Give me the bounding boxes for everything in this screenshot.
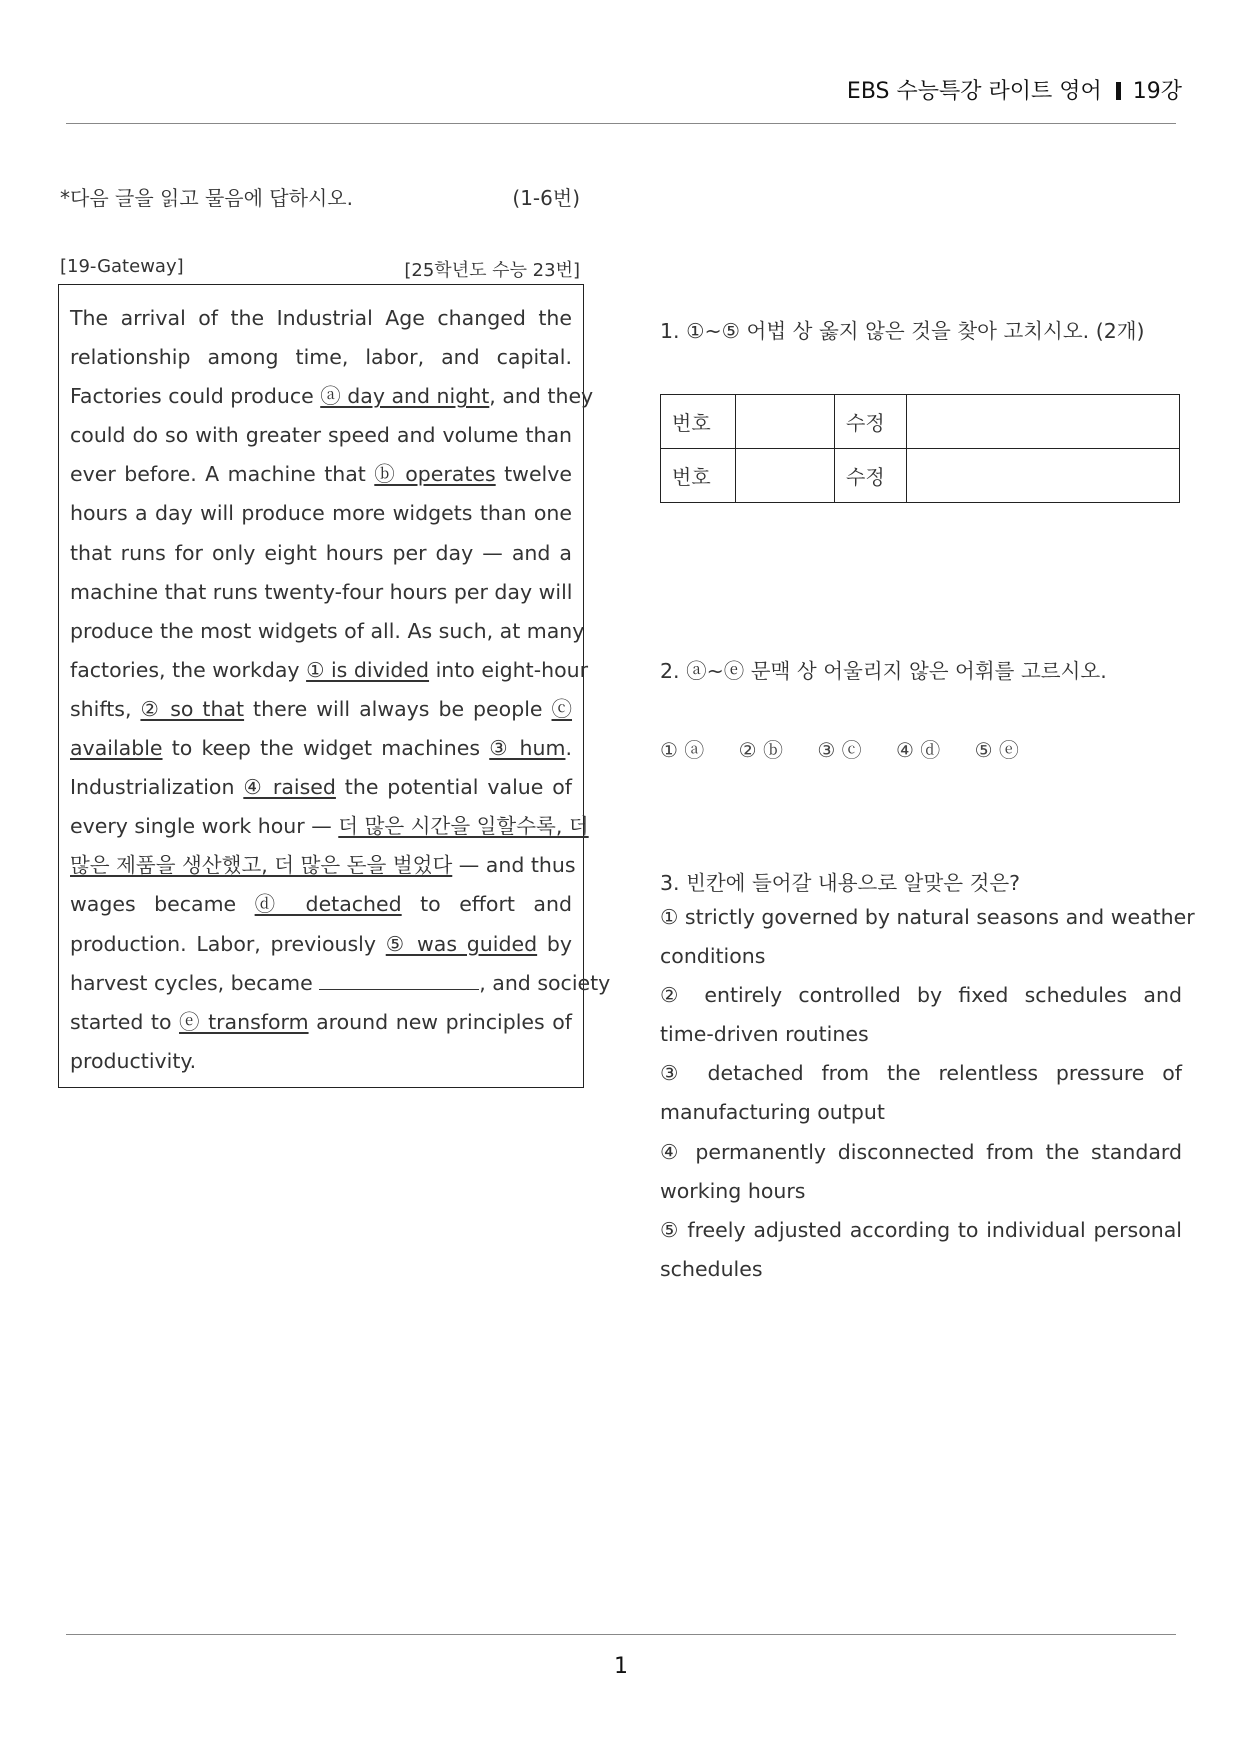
answer-blank (319, 971, 479, 990)
passage-line (70, 729, 572, 768)
option-2[interactable]: ② entirely controlled by fixed schedules and (660, 983, 1182, 1008)
option-3[interactable]: ③ detached from the relentless pressure of (660, 1061, 1182, 1086)
option-5-cont[interactable]: schedules (660, 1256, 763, 1281)
passage-text: every single work hour — (70, 814, 339, 839)
number-label: 번호 (661, 395, 736, 449)
passage-text: harvest cycles, became (70, 970, 320, 995)
fix-cell[interactable] (907, 449, 1180, 503)
passage-line: hours a day will produce more widgets than one (70, 501, 572, 526)
option-4-cont[interactable]: working hours (660, 1178, 806, 1203)
source-label: [19-Gateway] (60, 256, 184, 277)
passage-text: Factories could produce (70, 384, 321, 409)
footer-rule (66, 1634, 1176, 1635)
underlined-korean: 더 많은 시간을 일할수록, 더 (338, 814, 589, 839)
option-4[interactable]: ④ ⓓ (895, 738, 941, 762)
passage-text: started to (70, 1009, 180, 1034)
passage-line (70, 690, 572, 729)
passage-line (70, 455, 572, 494)
passage-line (70, 377, 594, 416)
number-cell[interactable] (736, 395, 835, 449)
instruction-text: *다음 글을 읽고 물음에 답하시오. (60, 186, 353, 210)
underlined-item: ④ raised (243, 775, 336, 800)
underlined-item: ⑤ was guided (385, 931, 538, 956)
passage-text: , and they (489, 384, 594, 409)
passage-text: the potential value of (335, 775, 573, 800)
table-row (661, 395, 1180, 449)
number-cell[interactable] (736, 449, 835, 503)
question-2: 2. ⓐ~ⓔ 문맥 상 어울리지 않은 어휘를 고르시오. (660, 659, 1107, 683)
underlined-item: ② so that (140, 696, 245, 721)
lesson-number: 19강 (1132, 79, 1182, 104)
passage-line: could do so with greater speed and volume than (70, 423, 572, 448)
passage-line (70, 964, 611, 1003)
passage-text: to effort and (401, 892, 572, 917)
option-5[interactable]: ⑤ freely adjusted according to individual personal (660, 1217, 1182, 1242)
exam-reference: [25학년도 수능 23번] (404, 260, 580, 281)
passage-line: productivity. (70, 1048, 197, 1073)
passage-line: The arrival of the Industrial Age changed the (70, 306, 572, 330)
passage-text: by (537, 931, 572, 956)
passage-text: ever before. A machine that (70, 462, 375, 487)
passage-line: machine that runs twenty-four hours per day will (70, 579, 573, 604)
underlined-item: ① is divided (306, 657, 430, 682)
underlined-item: ⓓ detached (254, 892, 402, 917)
option-2[interactable]: ② ⓑ (738, 738, 783, 762)
underlined-item: ⓒ (551, 696, 573, 721)
source-line (60, 256, 580, 281)
page-number: 1 (614, 1654, 628, 1679)
option-1-cont[interactable]: conditions (660, 944, 766, 969)
page-header (847, 74, 1182, 105)
option-1[interactable]: ① strictly governed by natural seasons and weather (660, 905, 1195, 929)
answer-table (660, 394, 1180, 503)
passage-line (70, 885, 572, 924)
passage-text: Industrialization (70, 775, 244, 800)
underlined-item: ⓑ operates (374, 462, 496, 487)
question-3-options (660, 898, 1195, 1289)
passage-line: that runs for only eight hours per day — and a (70, 540, 572, 565)
header-rule (66, 123, 1176, 124)
passage-text: , and society (479, 970, 611, 995)
passage-text: wages became (70, 892, 255, 917)
passage-line (70, 651, 589, 690)
passage-box (58, 284, 611, 1088)
question-3: 3. 빈칸에 들어갈 내용으로 알맞은 것은? (660, 871, 1021, 895)
underlined-item: ⓔ transform (179, 1009, 309, 1034)
passage-text: . (565, 736, 572, 761)
question-2-options (660, 734, 1047, 763)
number-label: 번호 (661, 449, 736, 503)
option-2-cont[interactable]: time-driven routines (660, 1022, 869, 1047)
passage-text: factories, the workday (70, 657, 307, 682)
option-3-cont[interactable]: manufacturing output (660, 1100, 885, 1125)
underlined-item: available (70, 736, 163, 761)
fix-cell[interactable] (907, 395, 1180, 449)
underlined-korean: 많은 제품을 생산했고, 더 많은 돈을 벌었다 (70, 853, 453, 878)
option-4[interactable]: ④ permanently disconnected from the standard (660, 1139, 1182, 1164)
passage-text: to keep the widget machines (162, 736, 490, 761)
option-3[interactable]: ③ ⓒ (817, 738, 862, 762)
passage-text: — and thus (452, 853, 576, 878)
option-5[interactable]: ⑤ ⓔ (974, 738, 1019, 762)
passage-line (70, 925, 572, 964)
option-1[interactable]: ① ⓐ (660, 738, 705, 762)
passage-line (70, 768, 572, 807)
table-row (661, 449, 1180, 503)
underlined-item: ⓐ day and night (320, 384, 490, 409)
passage-text: into eight-hour (429, 657, 589, 682)
instruction (60, 182, 580, 211)
question-1: 1. ①~⑤ 어법 상 옳지 않은 것을 찾아 고치시오. (2개) (660, 319, 1145, 343)
question-range: (1-6번) (512, 186, 580, 210)
book-title: EBS 수능특강 라이트 영어 (846, 79, 1102, 104)
passage-text: there will always be people (244, 696, 552, 721)
fix-label: 수정 (835, 395, 907, 449)
passage-line (70, 1003, 572, 1042)
passage-line (70, 807, 589, 846)
passage-line: produce the most widgets of all. As such, at many (70, 618, 585, 643)
passage-text: shifts, (70, 696, 141, 721)
fix-label: 수정 (835, 449, 907, 503)
passage-line: relationship among time, labor, and capital. (70, 345, 572, 370)
passage-text: production. Labor, previously (70, 931, 386, 956)
passage-text: twelve (495, 462, 572, 487)
separator-bar (1116, 82, 1121, 100)
passage-line (70, 846, 576, 885)
passage-text: around new principles of (308, 1009, 572, 1034)
underlined-item: ③ hum (489, 736, 566, 761)
